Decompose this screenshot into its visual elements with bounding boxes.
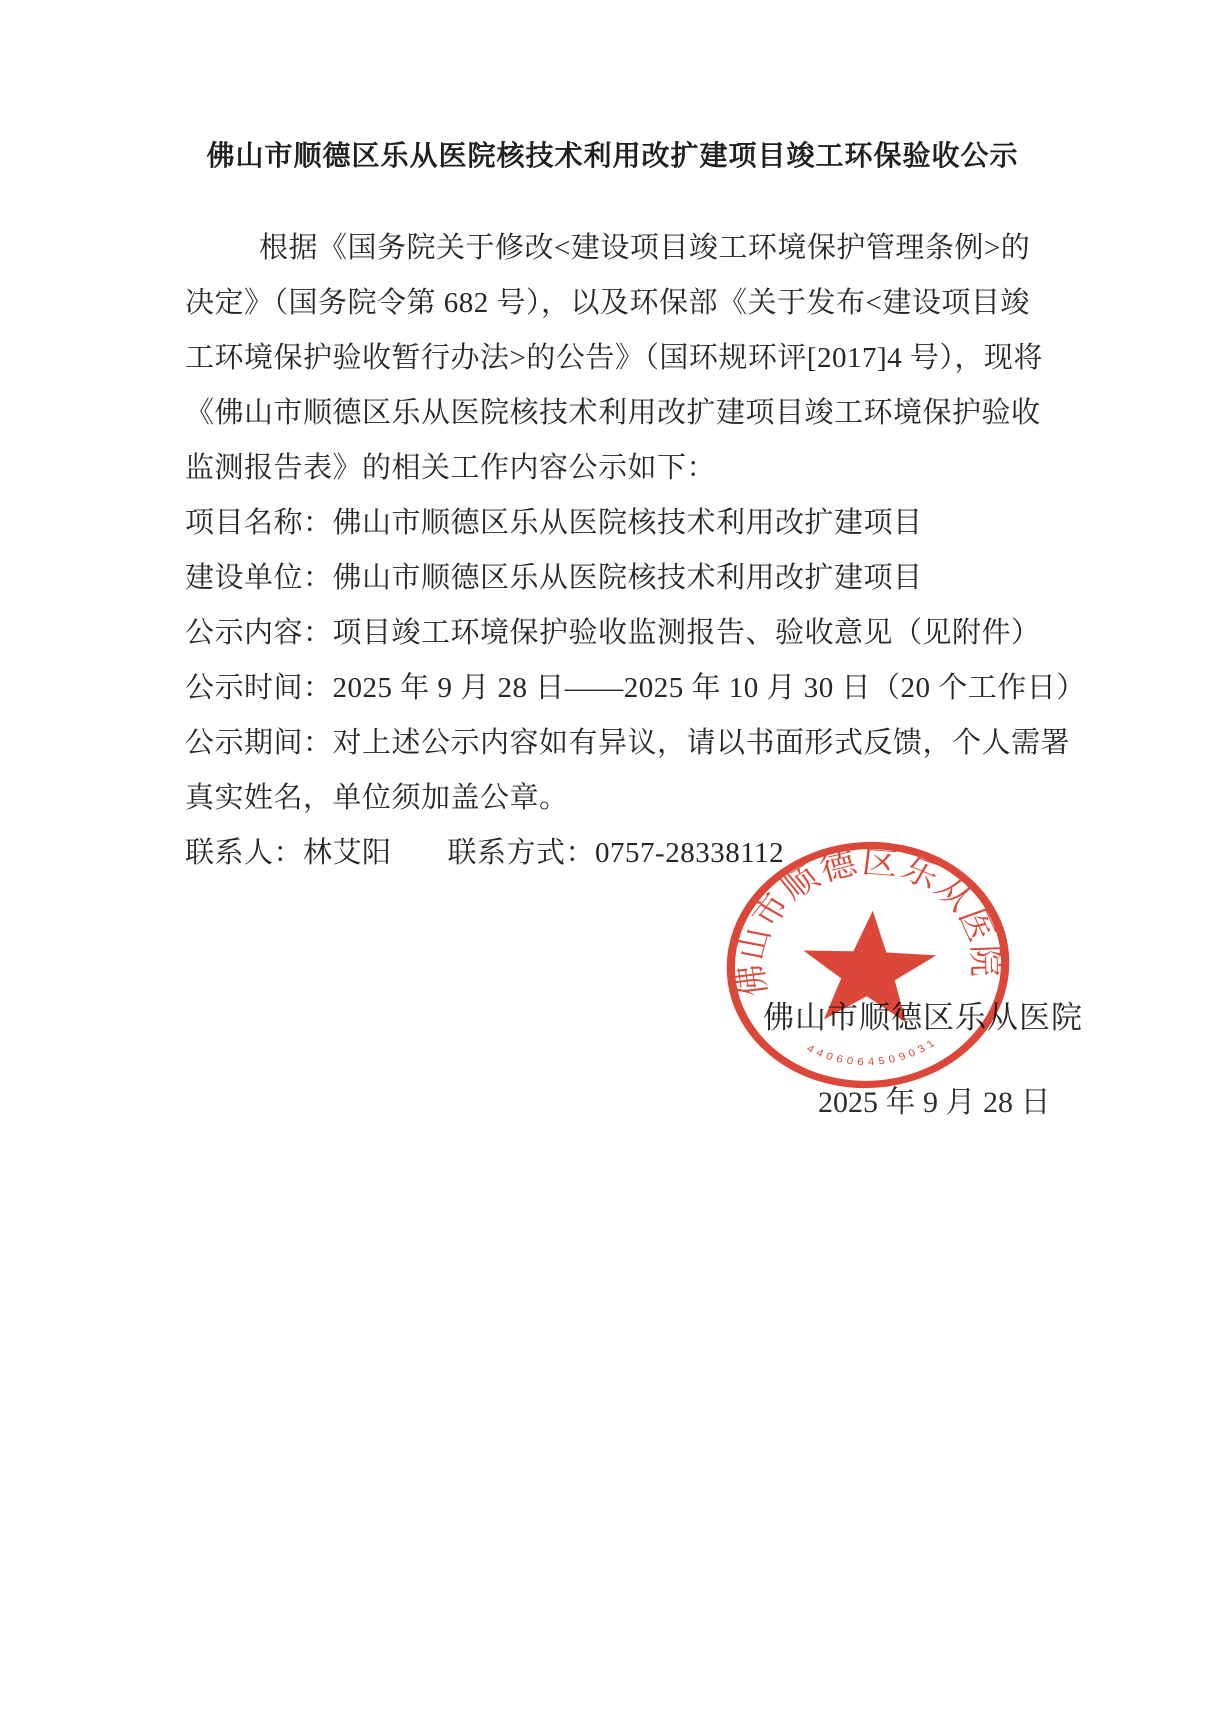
body-line: 决定》（国务院令第 682 号），以及环保部《关于发布<建设项目竣 bbox=[185, 287, 1030, 319]
body-line: 《佛山市顺德区乐从医院核技术利用改扩建项目竣工环境保护验收 bbox=[185, 397, 1041, 429]
contact-person-label: 联系人： bbox=[185, 837, 304, 869]
contact-person-name: 林艾阳 bbox=[303, 837, 392, 869]
body-line-notice-content: 公示内容：项目竣工环境保护验收监测报告、验收意见（见附件） bbox=[185, 617, 1041, 649]
body-text bbox=[185, 221, 1086, 881]
body-line: 监测报告表》的相关工作内容公示如下： bbox=[185, 452, 717, 484]
body-line-construction-unit: 建设单位：佛山市顺德区乐从医院核技术利用改扩建项目 bbox=[185, 562, 923, 594]
seal-star-icon bbox=[798, 908, 939, 1023]
official-seal-graphic bbox=[713, 828, 1022, 1102]
contact-phone: 0757-28338112 bbox=[595, 837, 785, 869]
contact-method-label: 联系方式： bbox=[447, 837, 596, 869]
body-line: 真实姓名，单位须加盖公章。 bbox=[185, 782, 569, 814]
official-seal bbox=[713, 828, 1022, 1102]
seal-serial-number: 4406064509031 bbox=[804, 1035, 941, 1068]
body-line-notice-period: 公示时间：2025 年 9 月 28 日——2025 年 10 月 30 日（20 个工作日） bbox=[185, 672, 1086, 704]
seal-arc-text: 佛山市顺德区乐从医院 bbox=[730, 845, 1005, 999]
seal-serial-holder bbox=[804, 1034, 942, 1072]
body-line: 公示期间：对上述公示内容如有异议，请以书面形式反馈，个人需署 bbox=[185, 727, 1071, 759]
body-line: 工环境保护验收暂行办法>的公告》（国环规环评[2017]4 号），现将 bbox=[185, 342, 1043, 374]
signature-date: 2025 年 9 月 28 日 bbox=[818, 1086, 1051, 1119]
body-line-project-name: 项目名称：佛山市顺德区乐从医院核技术利用改扩建项目 bbox=[185, 507, 923, 539]
signature-organization: 佛山市顺德区乐从医院 bbox=[763, 1000, 1083, 1035]
page-title: 佛山市顺德区乐从医院核技术利用改扩建项目竣工环保验收公示 bbox=[206, 140, 1019, 171]
body-line: 根据《国务院关于修改<建设项目竣工环境保护管理条例>的 bbox=[259, 232, 1031, 264]
